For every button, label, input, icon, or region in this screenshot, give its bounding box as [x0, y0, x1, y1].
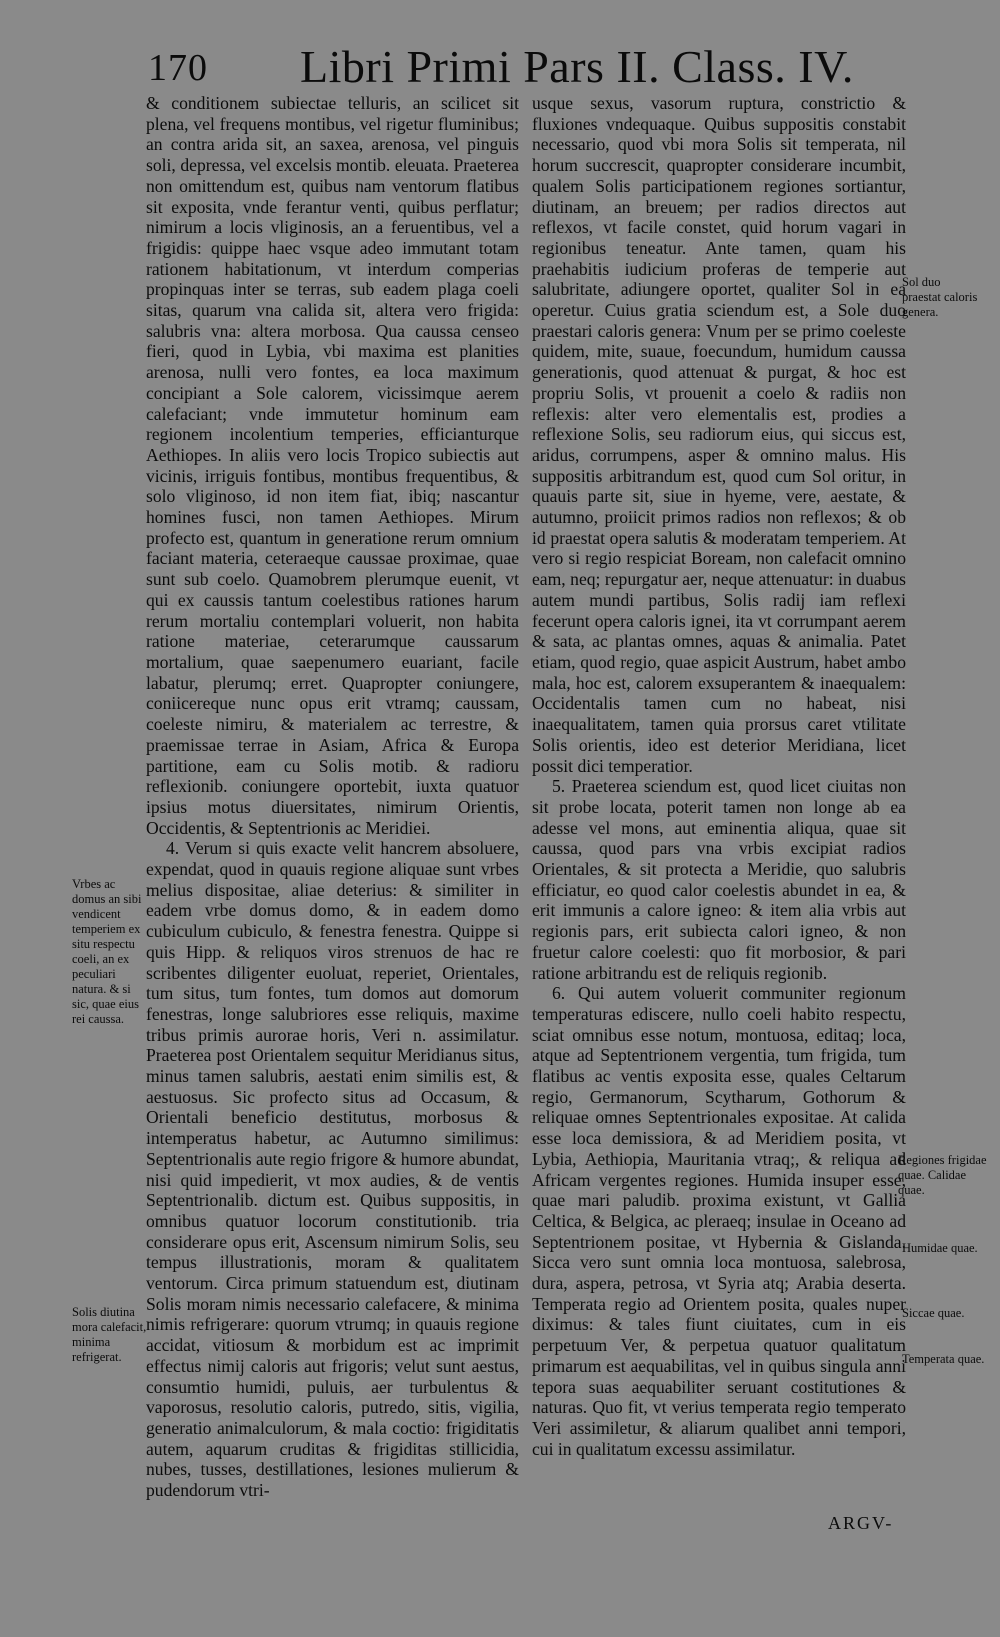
margin-note-right: Regiones frigidae quae. Calidae quae.	[898, 1153, 987, 1197]
margin-note-right: Temperata quae.	[902, 1352, 985, 1366]
margin-note-left: Solis diutina mora calefacit, minima refrigerat.	[72, 1305, 147, 1364]
margin-note-right: Humidae quae.	[902, 1241, 978, 1255]
right-text-column	[532, 93, 906, 1459]
left-paragraph: & conditionem subiectae telluris, an scilicet sit plena, vel frequens montibus, vel rigetur fluminibus; an contra arida sit, an saxea, arenosa, vel pinguis soli, depressa, vel excelsis montib. eleuata. Praeterea non omittendum est, quibus nam ventorum flatibus sit exposita, vnde ferantur venti, quibus perflatur; nimirum a locis vliginosis, an a feruentibus, vel a frigidis: quippe haec vsque adeo immutant totam rationem habitationum, vt interdum comperias propinquas inter se terras, sub eadem plaga coeli sitas, quarum vna calida sit, altera vero frigida: salubris vna: altera morbosa. Qua caussa censeo fieri, quod in Lybia, vbi maxima est planities arenosa, nulli vero fontes, ea loca maximum concipiant a Sole calorem, vicissimque aerem calefaciant; vnde immutetur hominum eam regionem incolentium temperies, efficianturque Aethiopes. In aliis vero locis Tropico subiectis aut vicinis, irriguis fontibus, montibus frequentibus, & solo vliginoso, id non item fiat, ibiq; nascantur homines fusci, non tamen Aethiopes. Mirum profecto est, quantum in generatione rerum omnium faciant materia, ceteraeque caussae proximae, quae sunt sub coelo. Quamobrem plerumque euenit, vt qui ex caussis tantum coelestibus rationes harum rerum mortaliu contemplari voluerit, non habita ratione materiae, ceterarumque caussarum mortalium, quae saepenumero euariant, facile labatur, plerumq; erret. Quapropter coniungere, coniicereque nunc opus erit vtramq; caussam, coeleste nimiru, & materialem ac terrestre, & praemissae terrae in Asiam, Africa & Europa partitione, eam cu Solis motib. & radioru reflexionib. coniungere oportebit, iuxta quatuor ipsius motus diuersitates, nimirum Orientis, Occidentis, & Septentrionis ac Meridiei.	[146, 93, 519, 838]
right-paragraph: usque sexus, vasorum ruptura, constrictio & fluxiones vndequaque. Quibus suppositis constabit necessario, quod vbi mora Solis sit temperata, nil horum succrescit, quapropter considerare incumbit, qualem Solis participationem regiones sortiantur, diutinam, an breuem; per radios directos aut reflexos, vt facile constet, quid horum vagari in regionibus teneatur. Ante tamen, quam his praehabitis iudicium proferas de temperie aut salubritate, adiungere oportet, qualiter Sol in ea operetur. Cuius gratia sciendum est, a Sole duo praestari caloris genera: Vnum per se primo coeleste quidem, mite, suaue, foecundum, humidum caussa generationis, quod attenuat & purgat, & hoc est propriu Solis, vt prouenit a coelo & radiis non reflexis: alter vero elementalis est, prodies a reflexione Solis, seu radiorum eius, qui siccus est, aridus, corrumpens, asper & omnino malus. His suppositis arbitrandum est, quod cum Sol oritur, in quauis parte sit, siue in hyeme, vere, aestate, & autumno, proiicit primos radios non reflexos; & ob id praestat opera salutis & moderatam temperiem. At vero si regio respiciat Boream, non calefacit omnino eam, neq; repurgatur aer, neque attenuatur: in duabus autem mundi partibus, Solis radij iam reflexi fecerunt opera caloris ignei, ita vt corrumpant aerem & sata, ac plantas omnes, aquas & animalia. Patet etiam, quod regio, quae aspicit Austrum, habet ambo mala, hoc est, calorem exsuperantem & inaequalem: Occidentalis tamen cum no habeat, nisi inaequalitatem, tamen quia prorsus caret vtilitate Solis orientis, ideo est deterior Meridiana, licet possit dici temperatior.	[532, 93, 906, 776]
running-head: Libri Primi Pars II. Class. IV.	[300, 41, 854, 92]
catchword: ARGV-	[828, 1513, 894, 1533]
left-paragraph: 4. Verum si quis exacte velit hancrem absoluere, expendat, quod in quauis regione aliquae sunt vrbes melius dispositae, aliae deterius: & similiter in eadem vrbe domus domo, & in eadem domo cubiculum cubiculo, & fenestra fenestra. Quippe si quis Hipp. & reliquos viros strenuos de hac re scribentes diligenter euoluat, reperiet, Orientales, tum situs, tum fontes, tum domos aut domorum fenestras, longe salubriores esse reliquis, maxime tribus primis aurorae horis, Veri n. assimilatur. Praeterea post Orientalem sequitur Meridianus situs, minus tamen salubris, aestati enim similis est, & aestuosus. Sic profecto situs ad Occasum, & Orientali beneficio destitutus, morbosus & intemperatus habetur, ac Autumno similimus: Septentrionalis aute regio frigore & humore abundat, nisi quid impedierit, vt mox audies, & de ventis Septentrionalib. dictum est. Quibus suppositis, in omnibus quatuor locorum constitutionib. tria considerare opus erit, Ascensum nimirum Solis, seu tempus illustrationis, moram & qualitatem ventorum. Circa primum statuendum est, diutinam Solis moram nimis necessario calefacere, & minima nimis refrigerare: quorum vtrumq; in quauis regione accidat, vitiosum & morbidum est ac imprimit effectus nimij caloris aut frigoris; velut sunt aestus, consumtio humidi, puluis, aer turbulentus & vaporosus, resolutio caloris, putredo, sitis, vigilia, generatio animalculorum, & mala coctio: frigiditatis autem, aquarum cruditas & frigiditas stillicidia, nubes, tusses, destillationes, lesiones mulierum & pudendorum vtri-	[146, 838, 519, 1501]
margin-note-right: Sol duo praestat caloris genera.	[902, 275, 978, 319]
page-header	[140, 40, 854, 92]
margin-note-left: Vrbes ac domus an sibi vendicent temperiem ex situ respectu coeli, an ex peculiari natura. & si sic, quae eius rei caussa.	[72, 877, 142, 1026]
margin-note-right: Siccae quae.	[902, 1306, 965, 1320]
right-paragraph: 6. Qui autem voluerit communiter regionum temperaturas ediscere, nullo coeli habito respectu, sciat omnibus esse notum, montuosa, editaq; loca, atque ad Septentrionem vergentia, tum frigida, tum flatibus ac ventis exposita esse, quales Celtarum regio, Germanorum, Scytharum, Gothorum & reliquae omnes Septentrionales expositae. At calida esse loca demissiora, & ad Meridiem posita, vt Lybia, Aethiopia, Mauritania vtraq;, & reliqua ad Africam vergentes regiones. Humida insuper esse, quae mari paludib. proxima existunt, vt Gallia Celtica, & Belgica, ac pleraeq; insulae in Oceano ad Septentrionem positae, vt Hybernia & Gislanda. Sicca vero sunt omnia loca montuosa, salebrosa, dura, aspera, petrosa, vt Syria atq; Arabia deserta. Temperata regio ad Orientem posita, quales nuper diximus: & tales fiunt ciuitates, cum in eis perpetuum Ver, & perpetua quatuor qualitatum primarum est aequabilitas, vel in quibus singula anni tepora suas aequabiliter seruant costitutiones & naturas. Quo fit, vt verius temperata regio temperato Veri assimiletur, & aliarum qualibet anni tempori, cui in qualitatum excessu assimilatur.	[532, 983, 906, 1459]
page-number: 170	[148, 47, 208, 89]
left-text-column	[146, 93, 519, 1501]
right-paragraph: 5. Praeterea sciendum est, quod licet ciuitas non sit probe locata, poterit tamen non longe ab ea adesse vel mons, aut eminentia aliqua, quae sit caussa, quod pars vna vrbis excipiat radios Orientales, & sit protecta a Meridie, quo salubris efficiatur, eo quod calor coelestis abundet in ea, & erit immunis a calore igneo: & item alia vrbis aut regionis pars, erit subiecta calori igneo, & non fruetur calore coelesti: quo fit morbosior, & pari ratione arbitrandu est de reliquis regionib.	[532, 776, 906, 983]
